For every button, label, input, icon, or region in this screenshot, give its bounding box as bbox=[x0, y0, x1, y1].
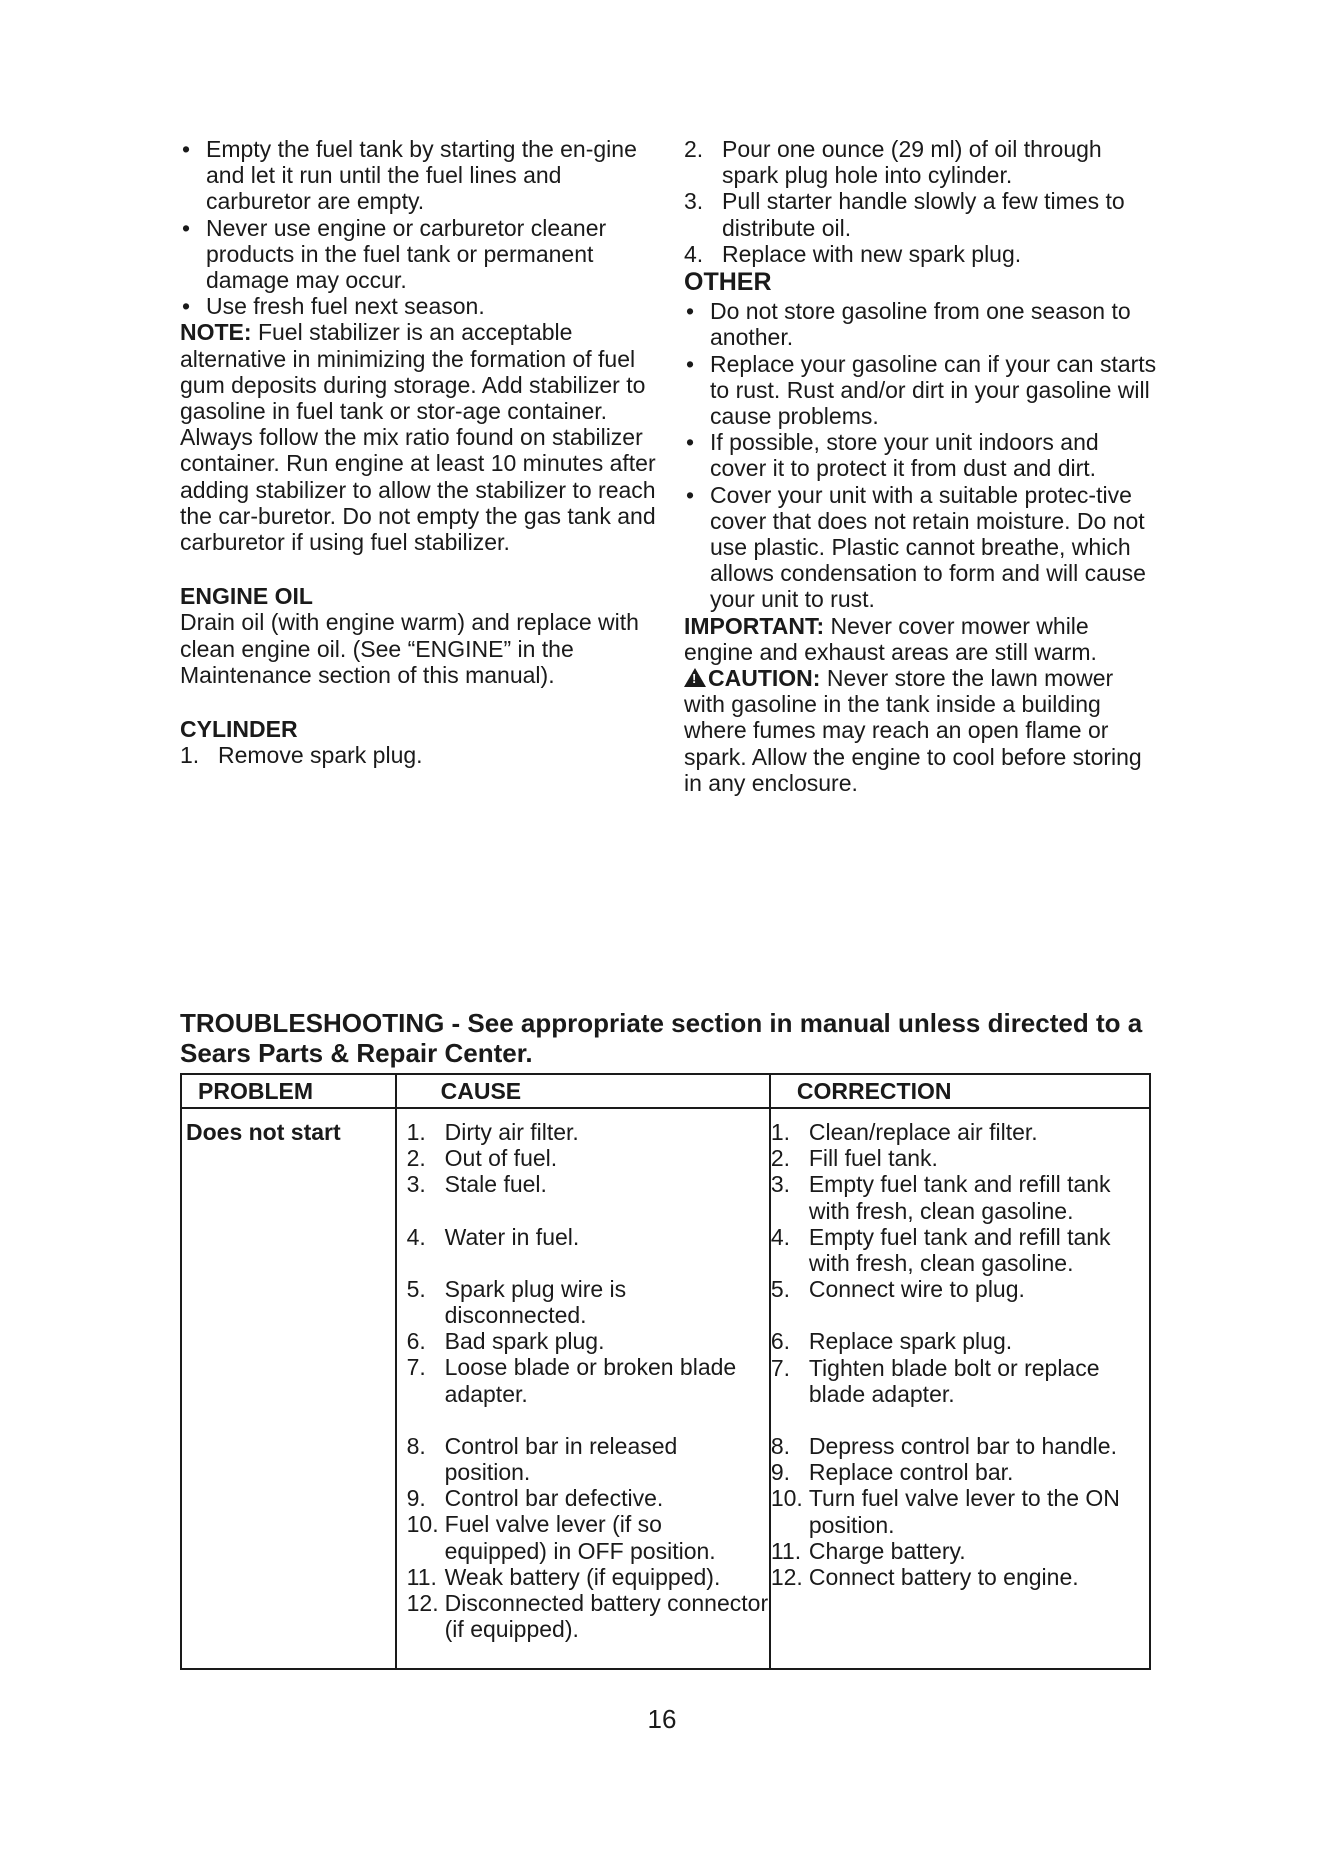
list-item: 2. Fill fuel tank. bbox=[770, 1145, 938, 1172]
list-item: • Empty the fuel tank by starting the en-gine and let it run until the fuel lines and carburetor are empty. bbox=[180, 136, 660, 215]
list-item: 1. Dirty air filter. bbox=[406, 1119, 579, 1145]
list-item: • Cover your unit with a suitable protec-tive cover that does not retain moisture. Do not use plastic. Plastic cannot breathe, which allows condensation to form and will cause your unit to rust. bbox=[684, 482, 1160, 613]
list-item: • Never use engine or carburetor cleaner products in the fuel tank or permanent damage may occur. bbox=[180, 215, 660, 294]
list-item: 11. Charge battery. bbox=[770, 1537, 966, 1564]
other-heading: OTHER bbox=[684, 268, 772, 297]
table-header-row bbox=[181, 1074, 1150, 1108]
list-item: 10. Fuel valve lever (if so equipped) in OFF position. bbox=[406, 1511, 716, 1564]
fuel-bullet-list bbox=[180, 136, 660, 319]
caution-label: CAUTION: bbox=[708, 665, 821, 692]
header-cause: CAUSE bbox=[396, 1074, 770, 1108]
troubleshooting-table bbox=[180, 1073, 1151, 1670]
list-item: 4. Water in fuel. bbox=[406, 1223, 580, 1250]
important-paragraph bbox=[684, 613, 1160, 665]
list-item: 7. Tighten blade bolt or replace blade adapter. bbox=[770, 1354, 1100, 1407]
list-item: 8. Depress control bar to handle. bbox=[770, 1433, 1117, 1460]
list-item: 3. Empty fuel tank and refill tank with fresh, clean gasoline. bbox=[770, 1171, 1111, 1224]
list-item: 9. Control bar defective. bbox=[406, 1485, 664, 1512]
engine-oil-heading: ENGINE OIL bbox=[180, 583, 313, 610]
table-row bbox=[181, 1108, 1150, 1669]
left-column bbox=[180, 136, 660, 768]
list-item: 9. Replace control bar. bbox=[770, 1459, 1014, 1486]
warning-triangle-icon: ! bbox=[684, 668, 706, 687]
page-number: 16 bbox=[647, 1704, 677, 1734]
list-item: 3. Pull starter handle slowly a few times to distribute oil. bbox=[684, 188, 1125, 241]
list-item: 4. Empty fuel tank and refill tank with fresh, clean gasoline. bbox=[770, 1223, 1111, 1277]
list-item: 1. Clean/replace air filter. bbox=[770, 1119, 1038, 1145]
list-item: 4. Replace with new spark plug. bbox=[684, 240, 1022, 267]
troubleshooting-title: TROUBLESHOOTING - See appropriate section in manual unless directed to a Sears Parts & Repair Center. bbox=[180, 1008, 1143, 1068]
list-item: 1. Remove spark plug. bbox=[180, 742, 423, 769]
right-column bbox=[684, 136, 1160, 796]
note-paragraph bbox=[180, 319, 660, 555]
important-label: IMPORTANT: bbox=[684, 612, 825, 639]
caution-text: Never store the lawn mower with gasoline in the tank inside a building where fumes may reach an open flame or spark. Allow the engine to cool before storing in any enclosure. bbox=[684, 665, 1142, 796]
list-item: • Do not store gasoline from one season to another. bbox=[684, 298, 1160, 350]
list-item: 6. Replace spark plug. bbox=[770, 1328, 1013, 1355]
other-bullet-list bbox=[684, 298, 1160, 612]
list-item: 10. Turn fuel valve lever to the ON position. bbox=[770, 1485, 1120, 1538]
note-label: NOTE: bbox=[180, 319, 252, 346]
cause-cell bbox=[396, 1108, 770, 1669]
list-item: 3. Stale fuel. bbox=[406, 1171, 547, 1198]
list-item: 12. Connect battery to engine. bbox=[770, 1564, 1079, 1591]
important-text: Never cover mower while engine and exhaust areas are still warm. bbox=[684, 612, 1097, 665]
list-item: 8. Control bar in released position. bbox=[406, 1432, 678, 1486]
engine-oil-text: Drain oil (with engine warm) and replace with clean engine oil. (See “ENGINE” in the Maintenance section of this manual). bbox=[180, 609, 639, 688]
list-item: 11. Weak battery (if equipped). bbox=[406, 1563, 721, 1590]
correction-cell bbox=[770, 1108, 1150, 1669]
cylinder-steps-right bbox=[684, 136, 1160, 267]
list-item: • Use fresh fuel next season. bbox=[180, 293, 660, 319]
caution-paragraph bbox=[684, 665, 1160, 796]
note-text: Fuel stabilizer is an acceptable alternative in minimizing the formation of fuel gum deposits during storage. Add stabilizer to gasoline in fuel tank or stor-age container. Always follow the mix ratio found on stabilizer container. Run engine at least 10 minutes after adding stabilizer to allow the stabilizer to reach the car-buretor. Do not empty the gas tank and carburetor if using fuel stabilizer. bbox=[180, 319, 656, 556]
list-item: 12. Disconnected battery connector (if equipped). bbox=[406, 1590, 769, 1643]
list-item: 6. Bad spark plug. bbox=[406, 1328, 605, 1355]
list-item: • Replace your gasoline can if your can starts to rust. Rust and/or dirt in your gasoline will cause problems. bbox=[684, 351, 1160, 430]
list-item: 7. Loose blade or broken blade adapter. bbox=[406, 1354, 737, 1407]
header-correction: CORRECTION bbox=[770, 1074, 1150, 1108]
list-item: 2. Pour one ounce (29 ml) of oil through spark plug hole into cylinder. bbox=[684, 136, 1102, 189]
cylinder-steps-left bbox=[180, 742, 660, 768]
list-item: 2. Out of fuel. bbox=[406, 1145, 558, 1172]
list-item: • If possible, store your unit indoors and cover it to protect it from dust and dirt. bbox=[684, 429, 1160, 481]
problem-cell: Does not start bbox=[181, 1108, 396, 1669]
list-item: 5. Spark plug wire is disconnected. bbox=[406, 1275, 627, 1329]
list-item: 5. Connect wire to plug. bbox=[770, 1276, 1025, 1303]
cylinder-heading: CYLINDER bbox=[180, 716, 298, 743]
header-problem: PROBLEM bbox=[181, 1074, 396, 1108]
